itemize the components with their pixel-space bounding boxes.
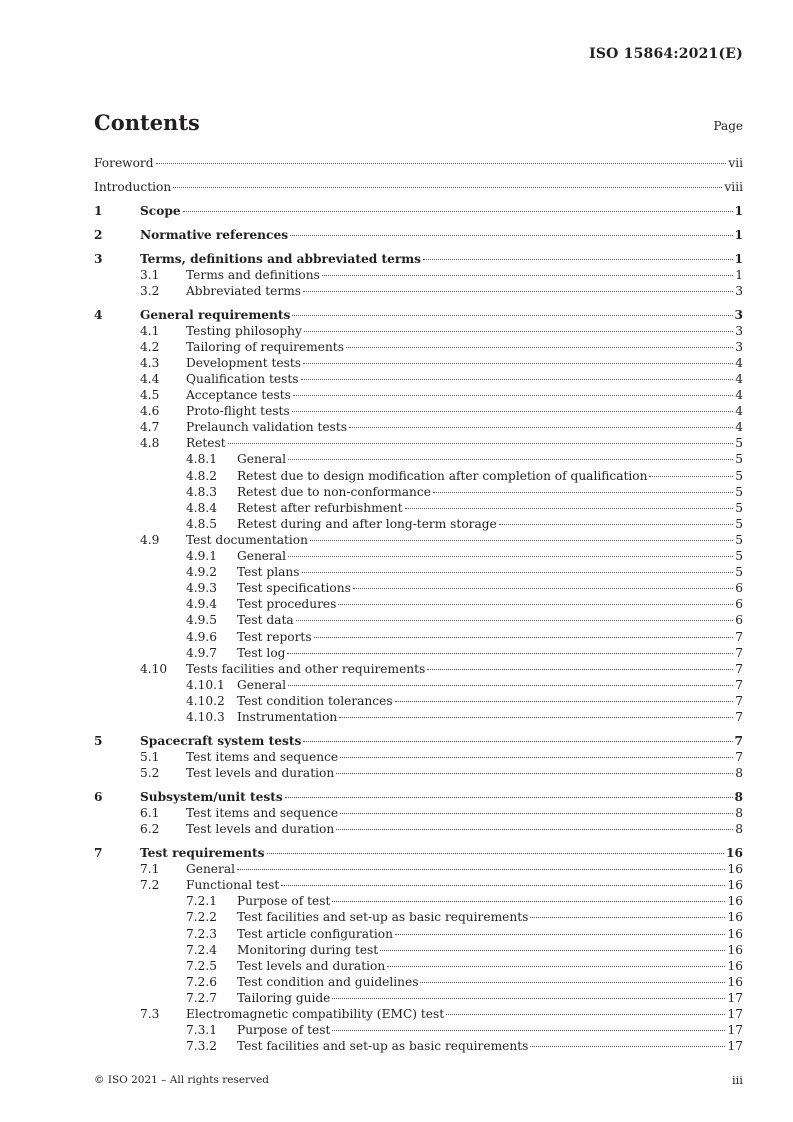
- toc-entry-number: 4.10.1: [186, 677, 225, 692]
- toc-entry[interactable]: [94, 821, 743, 837]
- toc-entry-title: Tailoring guide: [237, 990, 331, 1005]
- dot-leader: [304, 331, 733, 332]
- dot-leader: [285, 797, 733, 798]
- dot-leader: [446, 1014, 725, 1015]
- toc-entry-title: Test items and sequence: [186, 806, 339, 821]
- dot-leader: [310, 540, 733, 541]
- toc-entry-title: Test levels and duration: [237, 958, 386, 973]
- toc-entry-number: 4.8.4: [186, 500, 218, 515]
- toc-entry-page: 8: [735, 766, 743, 781]
- toc-entry-page: 4: [735, 404, 743, 419]
- toc-entry-title: General requirements: [140, 307, 291, 322]
- toc-entry-page: vii: [728, 156, 743, 170]
- toc-entry-number: 4.10.2: [186, 693, 225, 708]
- toc-entry-page: 5: [735, 532, 743, 547]
- toc-entry-title: Abbreviated terms: [186, 283, 302, 298]
- dot-leader: [292, 411, 734, 412]
- toc-entry-number: 6: [94, 789, 103, 804]
- toc-entry[interactable]: [94, 612, 743, 628]
- toc-entry-number: 4.9.4: [186, 597, 218, 612]
- toc-entry-page: 7: [735, 629, 743, 644]
- dot-leader: [530, 917, 725, 918]
- dot-leader: [420, 982, 725, 983]
- toc-entry-title: Foreword: [94, 156, 154, 170]
- toc-entry-number: 4.8.3: [186, 484, 218, 499]
- toc-entry[interactable]: [94, 990, 743, 1006]
- toc-entry[interactable]: [94, 909, 743, 925]
- toc-entry-page: 8: [734, 789, 743, 804]
- page-column-label: Page: [713, 119, 743, 133]
- toc-entry-title: Introduction: [94, 179, 172, 194]
- toc-entry-page: 16: [727, 958, 743, 973]
- toc-entry-page: 16: [727, 942, 743, 957]
- dot-leader: [346, 347, 733, 348]
- toc-entry[interactable]: [94, 861, 743, 877]
- toc-entry-page: 4: [735, 420, 743, 435]
- toc-entry[interactable]: [94, 677, 743, 693]
- toc-entry-title: Test plans: [237, 565, 300, 580]
- dot-leader: [380, 950, 725, 951]
- toc-entry-number: 4.6: [140, 404, 160, 419]
- toc-entry-title: General: [237, 549, 286, 564]
- toc-entry-title: General: [186, 862, 235, 877]
- toc-entry-number: 7.2.3: [186, 926, 218, 941]
- toc-entry-title: Scope: [140, 203, 181, 218]
- toc-entry-number: 4.2: [140, 339, 160, 354]
- toc-entry-number: 7.3.1: [186, 1023, 218, 1038]
- toc-entry[interactable]: [94, 629, 743, 645]
- dot-leader: [237, 869, 725, 870]
- toc-entry[interactable]: [94, 323, 743, 339]
- toc-entry-number: 4.3: [140, 355, 160, 370]
- toc-entry-title: Test specifications: [237, 581, 351, 596]
- dot-leader: [156, 163, 727, 164]
- dot-leader: [332, 901, 725, 902]
- toc-entry[interactable]: [94, 661, 743, 677]
- toc-entry-number: 7.2.2: [186, 910, 218, 925]
- toc-entry[interactable]: [94, 500, 743, 516]
- toc-entry-page: 6: [735, 613, 743, 628]
- dot-leader: [340, 757, 733, 758]
- toc-entry-number: 4.1: [140, 323, 160, 338]
- dot-leader: [499, 524, 733, 525]
- toc-entry-number: 5: [94, 733, 103, 748]
- toc-entry-page: 4: [735, 355, 743, 370]
- toc-entry-number: 4.9.1: [186, 549, 218, 564]
- dot-leader: [281, 885, 725, 886]
- toc-entry-number: 4.9: [140, 532, 160, 547]
- toc-entry-page: 5: [735, 565, 743, 580]
- dot-leader: [349, 427, 733, 428]
- toc-entry-number: 7.1: [140, 862, 160, 877]
- dot-leader: [339, 717, 733, 718]
- toc-entry-title: Test condition tolerances: [237, 693, 393, 708]
- toc-entry-page: 7: [735, 645, 743, 660]
- toc-entry-title: Instrumentation: [237, 709, 338, 724]
- dot-leader: [290, 235, 732, 236]
- dot-leader: [427, 669, 733, 670]
- toc-entry[interactable]: [94, 596, 743, 612]
- dot-leader: [293, 395, 733, 396]
- toc-entry-page: 16: [727, 926, 743, 941]
- dot-leader: [173, 187, 722, 188]
- toc-entry-page: 5: [735, 500, 743, 515]
- toc-entry-title: Purpose of test: [237, 1023, 331, 1038]
- toc-entry-page: viii: [724, 179, 743, 194]
- toc-entry-page: 16: [727, 910, 743, 925]
- toc-entry-title: Test log: [237, 645, 286, 660]
- toc-entry[interactable]: [94, 1038, 743, 1054]
- dot-leader: [340, 813, 733, 814]
- toc-entry[interactable]: [94, 765, 743, 781]
- toc-entry-number: 3: [94, 251, 103, 266]
- toc-entry-page: 5: [735, 436, 743, 451]
- toc-entry[interactable]: [94, 958, 743, 974]
- toc-entry-page: 17: [727, 1023, 743, 1038]
- dot-leader: [302, 572, 734, 573]
- toc-entry[interactable]: [94, 548, 743, 564]
- dot-leader: [288, 556, 733, 557]
- toc-entry-title: Spacecraft system tests: [140, 733, 302, 748]
- toc-entry-number: 4.10.3: [186, 709, 225, 724]
- toc-entry[interactable]: [94, 926, 743, 942]
- dot-leader: [292, 315, 732, 316]
- toc-entry[interactable]: [94, 516, 743, 532]
- toc-entry-number: 4.8: [140, 436, 160, 451]
- toc-entry[interactable]: [94, 203, 743, 219]
- toc-entry-number: 4.9.7: [186, 645, 218, 660]
- toc-entry-page: 7: [735, 693, 743, 708]
- toc-entry-title: Test data: [237, 613, 294, 628]
- dot-leader: [314, 637, 734, 638]
- dot-leader: [336, 773, 733, 774]
- toc-entry[interactable]: [94, 942, 743, 958]
- toc-entry-number: 7.2.7: [186, 990, 218, 1005]
- toc-entry-number: 7: [94, 846, 103, 861]
- toc-entry-number: 3.1: [140, 267, 160, 282]
- toc-entry-number: 7.2.4: [186, 942, 218, 957]
- toc-entry-title: Test article configuration: [237, 926, 393, 941]
- toc-entry-title: Test levels and duration: [186, 766, 335, 781]
- toc-entry-title: Test reports: [237, 629, 312, 644]
- toc-entry[interactable]: [94, 267, 743, 283]
- toc-entry-page: 1: [734, 251, 743, 266]
- dot-leader: [183, 211, 733, 212]
- toc-entry[interactable]: [94, 974, 743, 990]
- toc-entry-title: Test procedures: [237, 597, 337, 612]
- toc-entry[interactable]: [94, 227, 743, 243]
- toc-entry-page: 3: [735, 283, 743, 298]
- toc-entry[interactable]: [94, 419, 743, 435]
- dot-leader: [353, 588, 733, 589]
- toc-entry-title: Testing philosophy: [186, 323, 302, 338]
- toc-entry-title: Tailoring of requirements: [186, 339, 344, 354]
- toc-entry[interactable]: [94, 468, 743, 484]
- dot-leader: [395, 701, 734, 702]
- toc-entry-number: 4.9.6: [186, 629, 218, 644]
- toc-entry-number: 4.9.2: [186, 565, 218, 580]
- toc-entry[interactable]: [94, 709, 743, 725]
- toc-entry[interactable]: [94, 580, 743, 596]
- toc-entry-number: 6.1: [140, 806, 160, 821]
- dot-leader: [649, 476, 733, 477]
- toc-entry-title: Monitoring during test: [237, 942, 379, 957]
- toc-entry-title: Test items and sequence: [186, 749, 339, 764]
- toc-entry-page: 4: [735, 372, 743, 387]
- toc-entry-number: 1: [94, 203, 103, 218]
- toc-entry-title: Test condition and guidelines: [237, 974, 419, 989]
- toc-entry-number: 7.2.6: [186, 974, 218, 989]
- toc-entry[interactable]: [94, 733, 743, 749]
- toc-entry-title: Retest due to non-conformance: [237, 484, 431, 499]
- dot-leader: [332, 998, 725, 999]
- page-title: Contents: [94, 110, 200, 135]
- toc-entry-number: 2: [94, 227, 103, 242]
- toc-entry-title: General: [237, 452, 286, 467]
- toc-entry-number: 4: [94, 307, 103, 322]
- toc-entry-page: 5: [735, 484, 743, 499]
- toc-entry[interactable]: [94, 877, 743, 893]
- toc-entry-title: Acceptance tests: [186, 388, 291, 403]
- dot-leader: [303, 741, 732, 742]
- toc-entry-title: Prelaunch validation tests: [186, 420, 348, 435]
- toc-entry-number: 4.8.1: [186, 452, 218, 467]
- toc-entry-page: 5: [735, 452, 743, 467]
- toc-entry-title: Development tests: [186, 355, 302, 370]
- toc-entry[interactable]: [94, 155, 743, 171]
- toc-entry[interactable]: [94, 1006, 743, 1022]
- toc-entry-number: 7.2.5: [186, 958, 218, 973]
- toc-entry-page: 8: [735, 822, 743, 837]
- toc-entry-number: 7.2: [140, 878, 160, 893]
- dot-leader: [322, 275, 733, 276]
- dot-leader: [423, 259, 732, 260]
- toc-entry[interactable]: [94, 564, 743, 580]
- toc-entry-title: Test requirements: [140, 846, 265, 861]
- toc-entry-page: 1: [734, 227, 743, 242]
- toc-entry-page: 6: [735, 597, 743, 612]
- toc-entry[interactable]: [94, 451, 743, 467]
- toc-entry[interactable]: [94, 307, 743, 323]
- toc-entry-title: Test documentation: [186, 532, 308, 547]
- toc-entry-title: General: [237, 677, 286, 692]
- toc-entry-number: 4.4: [140, 372, 160, 387]
- toc-entry[interactable]: [94, 645, 743, 661]
- toc-entry-number: 4.5: [140, 388, 160, 403]
- toc-entry[interactable]: [94, 845, 743, 861]
- dot-leader: [395, 934, 725, 935]
- toc-entry-title: Functional test: [186, 878, 280, 893]
- toc-entry[interactable]: [94, 484, 743, 500]
- toc-entry-title: Proto-flight tests: [186, 404, 290, 419]
- toc-entry-number: 5.1: [140, 749, 160, 764]
- toc-entry-page: 7: [735, 749, 743, 764]
- toc-entry-number: 4.7: [140, 420, 160, 435]
- toc-entry-page: 7: [735, 677, 743, 692]
- table-of-contents: [94, 155, 743, 1054]
- dot-leader: [338, 604, 733, 605]
- toc-entry[interactable]: [94, 339, 743, 355]
- toc-entry-page: 3: [735, 339, 743, 354]
- toc-entry[interactable]: [94, 251, 743, 267]
- toc-entry-number: 4.8.5: [186, 516, 218, 531]
- dot-leader: [287, 653, 733, 654]
- toc-entry[interactable]: [94, 371, 743, 387]
- toc-entry-number: 7.3: [140, 1006, 160, 1021]
- toc-entry-page: 16: [727, 974, 743, 989]
- dot-leader: [288, 459, 733, 460]
- dot-leader: [332, 1030, 725, 1031]
- dot-leader: [387, 966, 725, 967]
- toc-entry-title: Terms, definitions and abbreviated terms: [140, 251, 422, 266]
- toc-entry-number: 4.9.5: [186, 613, 218, 628]
- dot-leader: [336, 829, 733, 830]
- toc-entry-title: Tests facilities and other requirements: [186, 661, 426, 676]
- dot-leader: [296, 620, 734, 621]
- toc-entry-title: Normative references: [140, 227, 289, 242]
- toc-entry-number: 7.3.2: [186, 1039, 218, 1054]
- toc-entry-page: 1: [735, 267, 743, 282]
- toc-entry[interactable]: [94, 893, 743, 909]
- dot-leader: [405, 508, 734, 509]
- toc-entry-page: 5: [735, 516, 743, 531]
- toc-entry[interactable]: [94, 1022, 743, 1038]
- toc-entry-title: Retest after refurbishment: [237, 500, 403, 515]
- toc-entry-title: Subsystem/unit tests: [140, 789, 283, 804]
- dot-leader: [288, 685, 733, 686]
- dot-leader: [301, 379, 734, 380]
- toc-entry-page: 7: [735, 709, 743, 724]
- standard-identifier: ISO 15864:2021(E): [589, 46, 743, 62]
- toc-entry-title: Retest: [186, 436, 226, 451]
- toc-entry-page: 5: [735, 468, 743, 483]
- toc-entry[interactable]: [94, 789, 743, 805]
- toc-entry-title: Test facilities and set-up as basic requirements: [237, 1039, 529, 1054]
- toc-entry-page: 17: [727, 1006, 743, 1021]
- dot-leader: [433, 492, 733, 493]
- toc-entry-number: 3.2: [140, 283, 160, 298]
- toc-entry-page: 8: [735, 806, 743, 821]
- dot-leader: [303, 363, 733, 364]
- dot-leader: [530, 1046, 725, 1047]
- toc-entry-title: Test levels and duration: [186, 822, 335, 837]
- toc-entry-title: Retest due to design modification after completion of qualification: [237, 468, 648, 483]
- toc-entry[interactable]: [94, 749, 743, 765]
- dot-leader: [267, 853, 725, 854]
- toc-entry[interactable]: [94, 355, 743, 371]
- toc-entry-page: 5: [735, 549, 743, 564]
- toc-entry-title: Qualification tests: [186, 372, 299, 387]
- toc-entry[interactable]: [94, 532, 743, 548]
- toc-entry[interactable]: [94, 283, 743, 299]
- toc-entry-title: Test facilities and set-up as basic requirements: [237, 910, 529, 925]
- toc-entry-page: 16: [727, 878, 743, 893]
- toc-entry-number: 4.9.3: [186, 581, 218, 596]
- toc-entry-title: Purpose of test: [237, 894, 331, 909]
- toc-entry-number: 4.8.2: [186, 468, 218, 483]
- toc-entry-number: 6.2: [140, 822, 160, 837]
- dot-leader: [228, 443, 734, 444]
- toc-entry-page: 7: [734, 733, 743, 748]
- toc-entry[interactable]: [94, 805, 743, 821]
- toc-entry-page: 17: [727, 1039, 743, 1054]
- toc-entry-number: 7.2.1: [186, 894, 218, 909]
- toc-entry-page: 17: [727, 990, 743, 1005]
- toc-entry-page: 1: [734, 203, 743, 218]
- toc-entry-number: 4.10: [140, 661, 168, 676]
- toc-entry[interactable]: [94, 403, 743, 419]
- toc-entry-page: 3: [735, 323, 743, 338]
- toc-entry-title: Terms and definitions: [186, 267, 320, 282]
- toc-entry[interactable]: [94, 693, 743, 709]
- toc-entry-page: 3: [734, 307, 743, 322]
- toc-entry-title: Retest during and after long-term storage: [237, 516, 497, 531]
- toc-entry-page: 4: [735, 388, 743, 403]
- toc-entry-number: 5.2: [140, 766, 160, 781]
- footer-copyright: © ISO 2021 – All rights reserved: [94, 1074, 269, 1086]
- toc-entry[interactable]: [94, 179, 743, 195]
- toc-entry-page: 16: [726, 846, 743, 861]
- dot-leader: [303, 291, 733, 292]
- toc-entry-page: 16: [727, 862, 743, 877]
- toc-entry-page: 6: [735, 581, 743, 596]
- toc-entry-page: 16: [727, 894, 743, 909]
- toc-entry[interactable]: [94, 435, 743, 451]
- toc-entry-page: 7: [735, 661, 743, 676]
- footer-page-number: iii: [731, 1073, 743, 1087]
- toc-entry-title: Electromagnetic compatibility (EMC) test: [186, 1006, 445, 1021]
- toc-entry[interactable]: [94, 387, 743, 403]
